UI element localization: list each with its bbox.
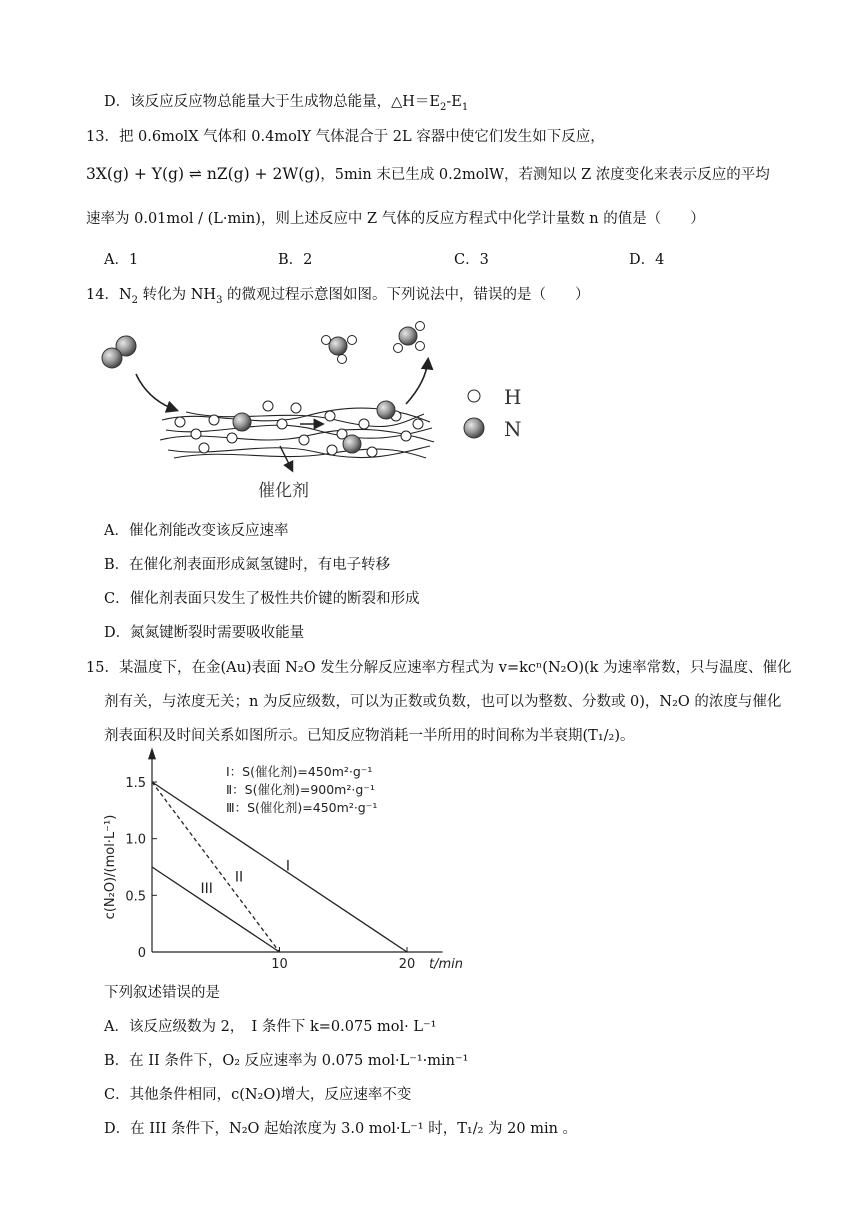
arrow-in [136, 374, 176, 410]
q13-stem-line2 [86, 163, 770, 184]
series-label-iii: III [200, 881, 213, 898]
q15-stem-line1: 15．某温度下，在金(Au)表面 N₂O 发生分解反应速率方程式为 v=kcⁿ(N₂O)(k 为速率常数，只与温度、催化 [86, 660, 792, 676]
y-tick-label: 1.0 [125, 832, 146, 848]
legend-n-label: N [504, 417, 522, 441]
x-tick-label: 20 [398, 957, 416, 972]
q13-rate: 速率为 0.01mol / (L·min) [86, 211, 261, 227]
legend-entry: Ⅰ：S(催化剂)=450m²·g⁻¹ [226, 764, 373, 779]
q14-option-b: B．在催化剂表面形成氮氢键时，有电子转移 [104, 557, 391, 573]
q15-stem-line2: 剂有关，与浓度无关；n 为反应级数，可以为正数或负数，也可以为整数、分数或 0)，N₂O 的浓度与催化 [104, 694, 782, 710]
q14-option-c: C．催化剂表面只发生了极性共价键的断裂和形成 [104, 591, 420, 607]
q14-sub: 2 [131, 294, 139, 306]
legend-entry: Ⅲ：S(催化剂)=450m²·g⁻¹ [226, 800, 378, 815]
legend-entry: Ⅱ：S(催化剂)=900m²·g⁻¹ [226, 782, 375, 797]
x-axis-label: t/min [429, 957, 463, 972]
q12-option-d-text: D．该反应反应物总能量大于生成物总能量，△H＝E [104, 94, 441, 110]
q13-stem-line1: 13．把 0.6molX 气体和 0.4molY 气体混合于 2L 容器中使它们发生如下反应， [86, 129, 605, 145]
q14-stem-c: 的微观过程示意图如图。下列说法中，错误的是（ ） [222, 287, 590, 303]
q13-line3-rest: ，则上述反应中 Z 气体的反应方程式中化学计量数 n 的值是（ ） [260, 211, 705, 227]
q15-option-d: D．在 III 条件下，N₂O 起始浓度为 3.0 mol·L⁻¹ 时，T₁/₂ 为 20 min 。 [104, 1121, 578, 1137]
series-label-ii: II [234, 869, 244, 886]
legend-h-icon [468, 390, 480, 402]
q12-mid: -E [446, 94, 462, 110]
q14-stem-a: 14．N [86, 287, 132, 303]
q14-sub: 3 [216, 294, 223, 306]
catalyst-label: 催化剂 [258, 481, 309, 501]
series-line-iii [152, 867, 280, 952]
q14-stem [86, 283, 590, 306]
catalyst-diagram [96, 312, 526, 502]
q13-equation: 3X(g) + Y(g) ⇌ nZ(g) + 2W(g) [86, 165, 321, 183]
q14-stem-b: 转化为 NH [138, 287, 217, 303]
q12-sub: 2 [440, 101, 447, 113]
q15-option-a: A．该反应级数为 2， I 条件下 k=0.075 mol· L⁻¹ [104, 1019, 437, 1035]
q15-option-b: B．在 II 条件下，O₂ 反应速率为 0.075 mol·L⁻¹·min⁻¹ [104, 1053, 469, 1069]
legend-n-icon [464, 418, 484, 438]
x-tick-label: 10 [271, 957, 288, 972]
q13-option-c: C．3 [454, 252, 489, 268]
nh3-molecule [394, 322, 425, 353]
q13-option-a: A．1 [104, 252, 139, 268]
q13-option-b: B．2 [278, 252, 313, 268]
q12-sub: 1 [461, 101, 469, 113]
nh3-molecule [322, 336, 357, 364]
q15-stem-line3: 剂表面积及时间关系如图所示。已知反应物消耗一半所用的时间称为半衰期(T₁/₂)。 [104, 728, 635, 744]
concentration-chart [96, 756, 463, 976]
y-axis-arrow [148, 747, 156, 759]
y-tick-label: 0 [137, 946, 146, 961]
q13-line2-rest: ，5min 末已生成 0.2molW，若测知以 Z 浓度变化来表示反应的平均 [320, 167, 770, 183]
q14-option-d: D．氮氮键断裂时需要吸收能量 [104, 625, 305, 641]
y-axis-label: c(N₂O)/(mol·L⁻¹) [103, 814, 118, 920]
legend-h-label: H [504, 385, 522, 409]
y-tick-label: 0.5 [125, 889, 146, 905]
q14-option-a: A．催化剂能改变该反应速率 [104, 523, 289, 539]
q15-after-chart: 下列叙述错误的是 [104, 985, 220, 1001]
series-label-i: I [285, 858, 291, 875]
q15-option-c: C．其他条件相同，c(N₂O)增大，反应速率不变 [104, 1087, 412, 1103]
q13-stem-line3 [86, 207, 705, 228]
catalyst-arrow [280, 446, 292, 470]
n2-molecule [102, 336, 136, 368]
q12-option-d [104, 90, 468, 113]
q13-option-d: D．4 [629, 252, 665, 268]
arrow-out [406, 360, 428, 404]
y-tick-label: 1.5 [125, 776, 146, 791]
